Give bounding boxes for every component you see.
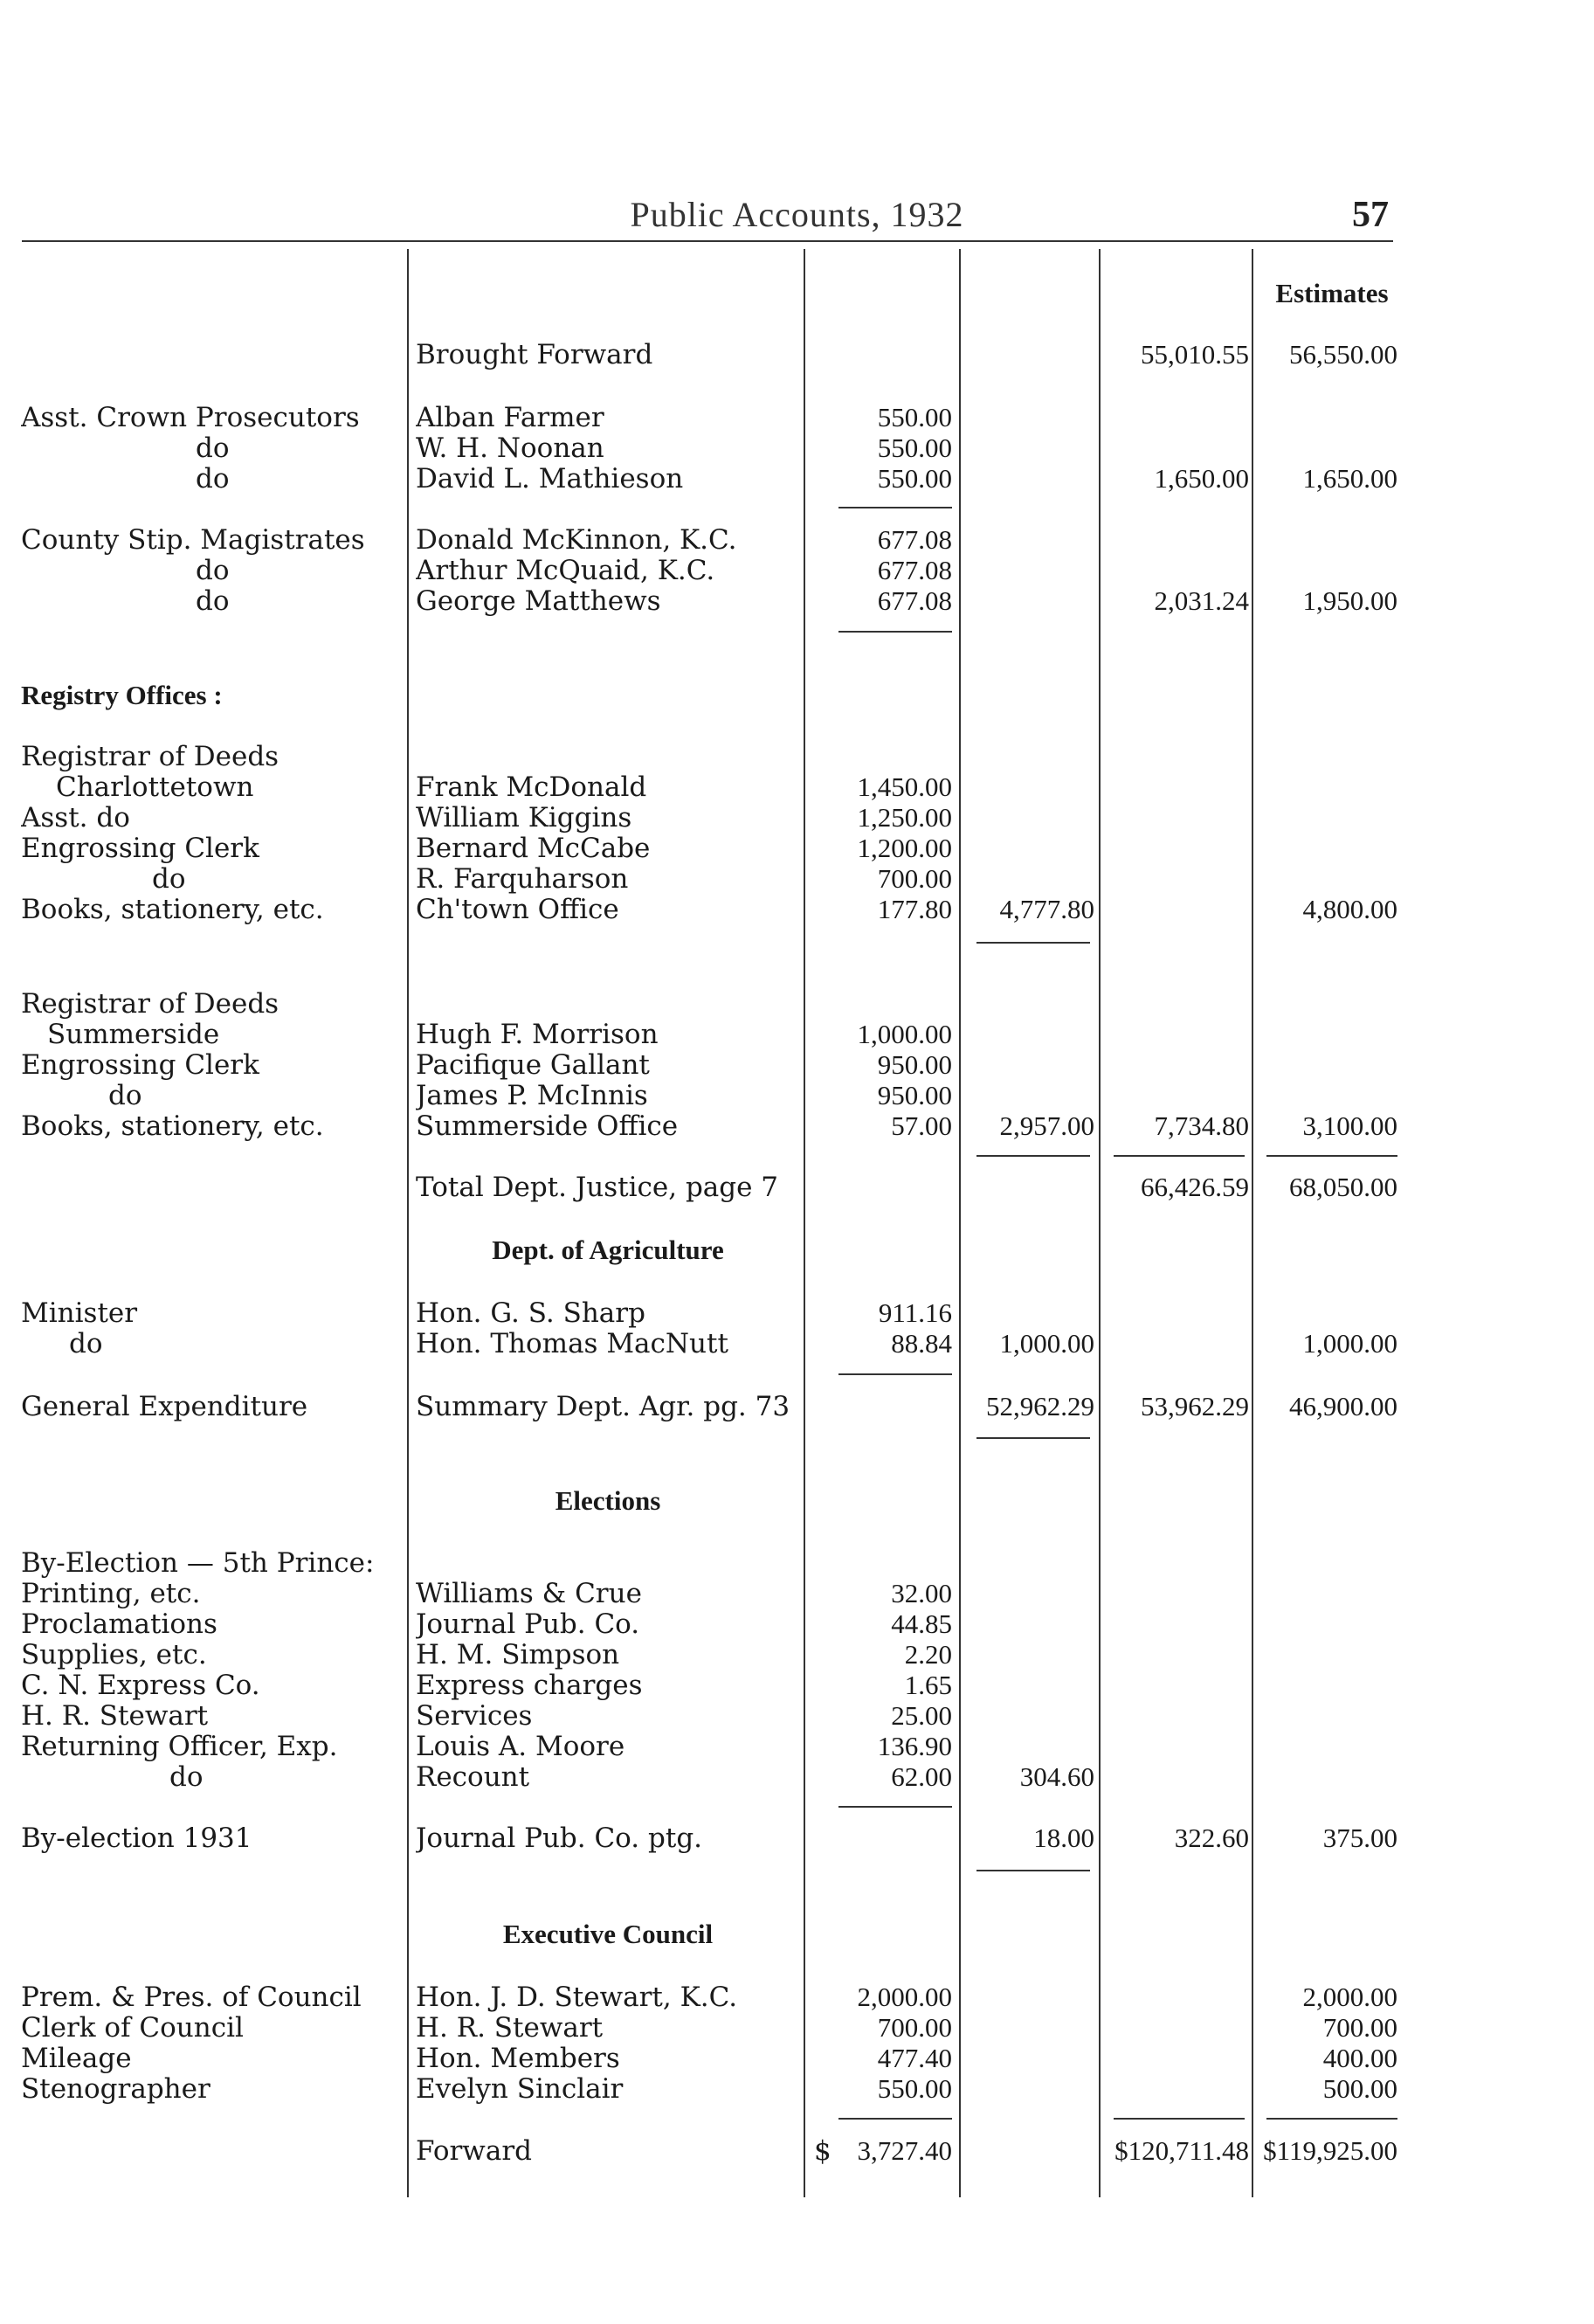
table-row (0, 1235, 1594, 1266)
description: H. R. Stewart (21, 1700, 209, 1732)
subtotal-amount: 1,000.00 (999, 1328, 1094, 1359)
sum-rule (1266, 2118, 1397, 2120)
table-row (0, 2012, 1594, 2044)
subtotal-amount: 18.00 (1033, 1823, 1094, 1853)
amount: 88.84 (891, 1328, 952, 1359)
payee: Hon. Thomas MacNutt (416, 1328, 728, 1359)
payee: Evelyn Sinclair (416, 2073, 624, 2105)
payee: Louis A. Moore (416, 1731, 625, 1762)
estimate-amount: 68,050.00 (1289, 1172, 1397, 1202)
amount: 44.85 (891, 1608, 952, 1639)
payee: Hugh F. Morrison (416, 1019, 659, 1050)
total-amount: 1,650.00 (1154, 463, 1249, 494)
amount: 1,250.00 (857, 802, 952, 833)
sum-rule (1114, 1155, 1245, 1157)
table-row (0, 1049, 1594, 1081)
table-row (0, 278, 1594, 309)
payee: George Matthews (416, 585, 661, 617)
table-row (0, 2135, 1594, 2167)
amount: 1,450.00 (857, 771, 952, 802)
table-row (0, 771, 1594, 803)
sum-rule (838, 2118, 952, 2120)
amount: 57.00 (891, 1110, 952, 1141)
table-row (0, 1578, 1594, 1609)
payee: Forward (416, 2135, 532, 2167)
description: Asst. Crown Prosecutors (21, 402, 360, 433)
amount: 1,000.00 (857, 1019, 952, 1049)
payee: Hon. G. S. Sharp (416, 1297, 645, 1329)
estimate-amount: 3,100.00 (1302, 1110, 1397, 1141)
description: Books, stationery, etc. (21, 894, 324, 925)
estimate-amount: 1,000.00 (1302, 1328, 1397, 1359)
table-row (0, 1608, 1594, 1640)
payee: Williams & Crue (416, 1578, 642, 1609)
description: Printing, etc. (21, 1578, 201, 1609)
description: Mileage (21, 2043, 132, 2074)
description: Charlottetown (56, 771, 254, 803)
description: do (196, 555, 230, 586)
amount: 911.16 (878, 1297, 952, 1328)
estimate-amount: 1,650.00 (1302, 463, 1397, 494)
subtotal-amount: 2,957.00 (999, 1110, 1094, 1141)
table-row (0, 585, 1594, 617)
sum-rule (1114, 2118, 1245, 2120)
description: do (196, 432, 230, 464)
amount: 1,200.00 (857, 833, 952, 863)
table-row (0, 1670, 1594, 1701)
payee: Journal Pub. Co. ptg. (416, 1823, 703, 1854)
payee: Brought Forward (416, 339, 653, 370)
sum-rule (838, 1806, 952, 1808)
amount: 25.00 (891, 1700, 952, 1731)
description: do (108, 1080, 142, 1111)
sum-rule (838, 507, 952, 508)
subtotal-amount: 52,962.29 (986, 1391, 1094, 1421)
sum-rule (976, 1155, 1090, 1157)
table-row (0, 524, 1594, 556)
table-row (0, 1110, 1594, 1142)
description: Clerk of Council (21, 2012, 244, 2044)
payee: Hon. J. D. Stewart, K.C. (416, 1982, 738, 2013)
table-row (0, 1700, 1594, 1732)
table-row (0, 894, 1594, 925)
amount: 700.00 (877, 863, 952, 894)
sum-rule (976, 1437, 1090, 1439)
table-row (0, 555, 1594, 586)
payee: Frank McDonald (416, 771, 647, 803)
estimate-amount: 400.00 (1322, 2043, 1397, 2073)
description: Stenographer (21, 2073, 210, 2105)
total-amount: 2,031.24 (1154, 585, 1249, 616)
amount: 950.00 (877, 1080, 952, 1110)
table-row (0, 1731, 1594, 1762)
amount: 677.08 (877, 524, 952, 555)
estimate-amount: $119,925.00 (1263, 2135, 1397, 2166)
table-row (0, 402, 1594, 433)
payee: Ch'town Office (416, 894, 619, 925)
amount: 2.20 (904, 1639, 952, 1670)
table-row (0, 1919, 1594, 1950)
amount: 950.00 (877, 1049, 952, 1080)
description: Minister (21, 1297, 138, 1329)
payee: Pacifique Gallant (416, 1049, 650, 1081)
page-number: 57 (1352, 195, 1389, 235)
payee: Recount (416, 1761, 530, 1793)
estimate-amount: 375.00 (1322, 1823, 1397, 1853)
table-row (0, 1391, 1594, 1422)
table-row (0, 432, 1594, 464)
description: County Stip. Magistrates (21, 524, 365, 556)
table-row (0, 2073, 1594, 2105)
payee: Bernard McCabe (416, 833, 651, 864)
description: Books, stationery, etc. (21, 1110, 324, 1142)
payee: Total Dept. Justice, page 7 (416, 1172, 779, 1203)
estimate-amount: 56,550.00 (1289, 339, 1397, 370)
payee: Services (416, 1700, 533, 1732)
description: Engrossing Clerk (21, 833, 259, 864)
table-row (0, 1172, 1594, 1203)
payee: David L. Mathieson (416, 463, 684, 495)
table-row (0, 1080, 1594, 1111)
estimate-amount: 4,800.00 (1302, 894, 1397, 924)
payee: James P. McInnis (416, 1080, 648, 1111)
amount: 136.90 (877, 1731, 952, 1761)
table-row (0, 2043, 1594, 2074)
amount: 700.00 (877, 2012, 952, 2043)
page-title: Public Accounts, 1932 (630, 195, 964, 234)
description: do (196, 585, 230, 617)
payee: Summary Dept. Agr. pg. 73 (416, 1391, 790, 1422)
payee: Express charges (416, 1670, 643, 1701)
total-amount: 53,962.29 (1141, 1391, 1249, 1421)
total-amount: $120,711.48 (1114, 2135, 1249, 2166)
section-heading: Registry Offices : (21, 680, 223, 710)
payee: R. Farquharson (416, 863, 629, 895)
table-row (0, 1982, 1594, 2013)
description: Supplies, etc. (21, 1639, 207, 1670)
payee: Journal Pub. Co. (416, 1608, 640, 1640)
description: Prem. & Pres. of Council (21, 1982, 362, 2013)
table-row (0, 1485, 1594, 1517)
description: do (196, 463, 230, 495)
sum-rule (976, 942, 1090, 944)
table-row (0, 863, 1594, 895)
table-row (0, 833, 1594, 864)
estimate-amount: 2,000.00 (1302, 1982, 1397, 2012)
total-amount: 66,426.59 (1141, 1172, 1249, 1202)
payee: W. H. Noonan (416, 432, 604, 464)
amount: 3,727.40 (857, 2135, 952, 2166)
payee: William Kiggins (416, 802, 632, 833)
table-row (0, 1297, 1594, 1329)
payee: Donald McKinnon, K.C. (416, 524, 737, 556)
payee: H. R. Stewart (416, 2012, 604, 2044)
table-row (0, 802, 1594, 833)
description: By-election 1931 (21, 1823, 252, 1854)
amount: 62.00 (891, 1761, 952, 1792)
description: do (152, 863, 186, 895)
payee: Hon. Members (416, 2043, 620, 2074)
amount: 550.00 (877, 432, 952, 463)
table-row (0, 680, 1594, 711)
payee: H. M. Simpson (416, 1639, 620, 1670)
estimate-amount: 700.00 (1322, 2012, 1397, 2043)
amount: 677.08 (877, 585, 952, 616)
table-row (0, 339, 1594, 370)
estimate-amount: 46,900.00 (1289, 1391, 1397, 1421)
amount: 550.00 (877, 2073, 952, 2104)
description: Returning Officer, Exp. (21, 1731, 338, 1762)
description: Registrar of Deeds (21, 988, 279, 1020)
table-row (0, 1328, 1594, 1359)
total-amount: 7,734.80 (1154, 1110, 1249, 1141)
description: Registrar of Deeds (21, 741, 279, 772)
sum-rule (1266, 1155, 1397, 1157)
amount: 677.08 (877, 555, 952, 585)
amount: 477.40 (877, 2043, 952, 2073)
total-amount: 322.60 (1174, 1823, 1249, 1853)
section-heading: Elections (555, 1485, 661, 1516)
description: C. N. Express Co. (21, 1670, 260, 1701)
table-row (0, 1761, 1594, 1793)
description: Asst. do (21, 802, 130, 833)
header-rule (22, 240, 1393, 242)
table-row (0, 988, 1594, 1020)
table-row (0, 1823, 1594, 1854)
description: By-Election — 5th Prince: (21, 1547, 375, 1579)
currency-symbol: $ (814, 2135, 832, 2167)
section-heading: Dept. of Agriculture (492, 1235, 724, 1265)
description: Summerside (47, 1019, 220, 1050)
payee: Summerside Office (416, 1110, 679, 1142)
table-row (0, 1547, 1594, 1579)
description: Engrossing Clerk (21, 1049, 259, 1081)
amount: 550.00 (877, 463, 952, 494)
description: General Expenditure (21, 1391, 308, 1422)
amount: 2,000.00 (857, 1982, 952, 2012)
subtotal-amount: 4,777.80 (999, 894, 1094, 924)
payee: Alban Farmer (416, 402, 604, 433)
amount: 550.00 (877, 402, 952, 432)
sum-rule (976, 1870, 1090, 1871)
amount: 1.65 (904, 1670, 952, 1700)
table-row (0, 463, 1594, 495)
sum-rule (838, 1373, 952, 1375)
amount: 32.00 (891, 1578, 952, 1608)
subtotal-amount: 304.60 (1019, 1761, 1094, 1792)
section-heading: Executive Council (502, 1919, 714, 1949)
estimate-amount: 1,950.00 (1302, 585, 1397, 616)
payee: Arthur McQuaid, K.C. (416, 555, 715, 586)
description: do (69, 1328, 103, 1359)
table-row (0, 1019, 1594, 1050)
table-row (0, 741, 1594, 772)
sum-rule (838, 631, 952, 633)
description: do (169, 1761, 204, 1793)
estimate-amount: 500.00 (1322, 2073, 1397, 2104)
table-row (0, 1639, 1594, 1670)
description: Proclamations (21, 1608, 217, 1640)
amount: 177.80 (877, 894, 952, 924)
total-amount: 55,010.55 (1141, 339, 1249, 370)
estimates-column-header: Estimates (1275, 278, 1389, 308)
